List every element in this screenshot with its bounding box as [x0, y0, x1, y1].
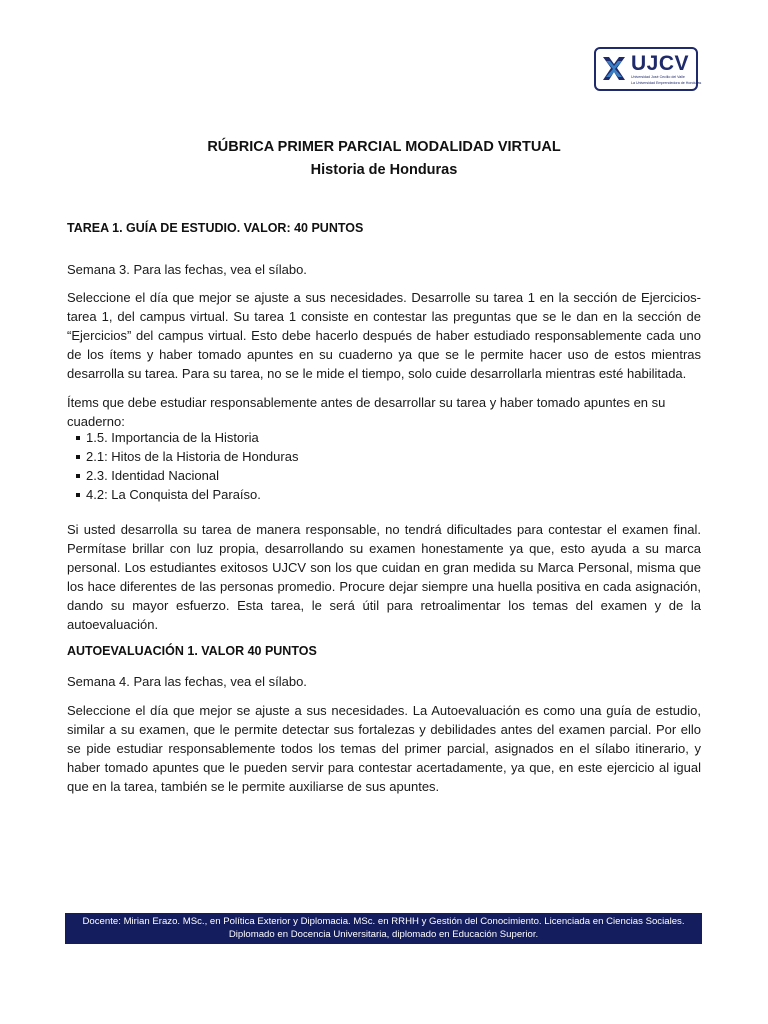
document-title: RÚBRICA PRIMER PARCIAL MODALIDAD VIRTUAL [207, 139, 561, 155]
instructor-footer [65, 913, 702, 944]
logo-wordmark: UJCV [631, 51, 690, 75]
ujcv-x-logo-icon [601, 54, 627, 84]
footer-line-2: Diplomado en Docencia Universitaria, diplomado en Educación Superior. [228, 929, 539, 940]
task1-items-list [76, 428, 298, 504]
square-bullet-icon [76, 474, 80, 478]
task1-heading: TAREA 1. GUÍA DE ESTUDIO. VALOR: 40 PUNTOS [67, 221, 364, 235]
logo-text [631, 53, 701, 85]
list-item: 2.3. Identidad Nacional [76, 466, 298, 485]
square-bullet-icon [76, 455, 80, 459]
logo-subtitle-1: Universidad José Cecilio del Valle [631, 74, 685, 79]
task1-items-intro: Ítems que debe estudiar responsablemente antes de desarrollar su tarea y haber tomado apuntes en su cuaderno: [67, 395, 666, 429]
ujcv-logo [594, 47, 702, 91]
self-eval-heading: AUTOEVALUACIÓN 1. VALOR 40 PUNTOS [67, 644, 317, 658]
task1-instructions: Seleccione el día que mejor se ajuste a sus necesidades. Desarrolle su tarea 1 en la sección de Ejercicios-tarea 1, del campus virtual. Su tarea 1 consiste en contestar las preguntas que se le dan en la sección de “Ejercicios” del campus virtual. Esto debe hacerlo después de haber estudiado responsablemente cada uno de los ítems y haber tomado apuntes en su cuaderno ya que se le permite hacer uso de estos mientras desarrolla su tarea. Para su tarea, no se le mide el tiempo, solo cuide desarrollarla mientras esté habilitada. [67, 290, 701, 381]
document-subtitle: Historia de Honduras [310, 162, 458, 178]
self-eval-instructions: Seleccione el día que mejor se ajuste a sus necesidades. La Autoevaluación es como una guía de estudio, similar a su examen, que le permite detectar sus fortalezas y debilidades antes del examen parcial. Por ello se pide estudiar responsablemente todos los temas del primer parcial, asignados en el sílabo itinerario, y haber tomado apuntes que le pueden servir para contestar acertadamente, ya que, en este ejercicio al igual que en la tarea, también se le permite auxiliarse de sus apuntes. [67, 703, 701, 794]
logo-subtitle-2: La Universidad Emprendedora de Honduras [631, 80, 702, 85]
task1-week: Semana 3. Para las fechas, vea el sílabo. [67, 262, 307, 277]
list-item: 4.2: La Conquista del Paraíso. [76, 485, 298, 504]
footer-line-1: Docente: Mirian Erazo. MSc., en Política Exterior y Diplomacia. MSc. en RRHH y Gestión del Conocimiento. Licenciada en Ciencias Sociales. [82, 916, 685, 927]
self-eval-week: Semana 4. Para las fechas, vea el sílabo. [67, 674, 307, 689]
list-item: 2.1: Hitos de la Historia de Honduras [76, 447, 298, 466]
square-bullet-icon [76, 436, 80, 440]
list-item: 1.5. Importancia de la Historia [76, 428, 298, 447]
task1-closing: Si usted desarrolla su tarea de manera responsable, no tendrá dificultades para contestar el examen final. Permítase brillar con luz propia, desarrollando su examen honestamente ya que, esto ayuda a su marca personal. Los estudiantes exitosos UJCV son los que cuidan en gran medida su Marca Personal, misma que los hace diferentes de las personas promedio. Procure dejar siempre una huella positiva en cada asignación, dando su mayor esfuerzo. Esta tarea, le será útil para retroalimentar los temas del examen y de la autoevaluación. [67, 522, 701, 632]
square-bullet-icon [76, 493, 80, 497]
